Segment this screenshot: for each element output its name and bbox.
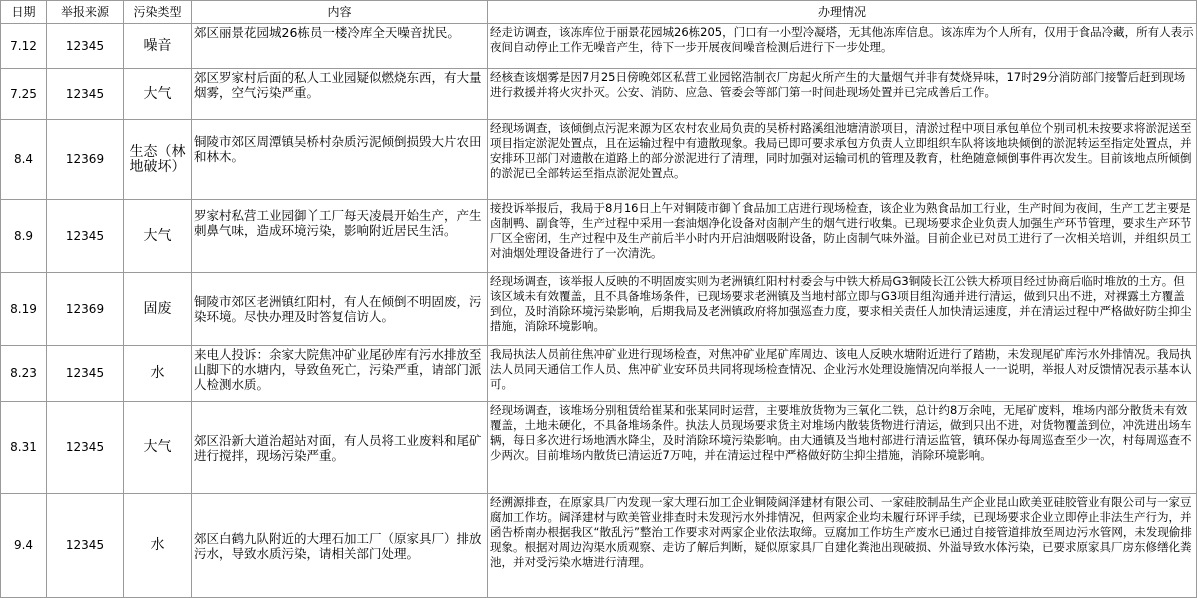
cell-type: 大气 bbox=[124, 402, 192, 494]
header-content: 内容 bbox=[192, 1, 488, 24]
table-row bbox=[1, 69, 1197, 120]
cell-type: 大气 bbox=[124, 200, 192, 273]
cell-content: 来电人投诉：余家大院焦冲矿业尾砂库有污水排放至山脚下的水塘内，导致鱼死亡，污染严重，请部门派人检测水质。 bbox=[192, 346, 488, 402]
cell-handling: 经溯源排查，在原家具厂内发现一家大理石加工企业铜陵阔泽建材有限公司、一家硅胶制品生产企业昆山欧美亚硅胶管业有限公司与一家豆腐加工作坊。阔泽建材与欧美管业排查时未发现污水外排情况，但两家企业均未履行环评手续，已现场要求企业立即停止非法生产行为，并函告桥南办根据我区“散乱污”整治工作要求对两家企业依法取缔。豆腐加工作坊生产废水已通过自接管道排放至周边污水管网，未发现偷排现象。根据对周边沟渠水质观察、走访了解后判断，疑似原家具厂自建化粪池出现破损、外溢导致水体污染，已要求原家具厂房东修缮化粪池，并对受污染水塘进行清理。 bbox=[488, 494, 1197, 598]
cell-source: 12345 bbox=[47, 346, 124, 402]
table-row bbox=[1, 494, 1197, 598]
cell-source: 12345 bbox=[47, 200, 124, 273]
cell-handling: 经现场调查，该举报人反映的不明固废实则为老洲镇红阳村村委会与中铁大桥局G3铜陵长江公铁大桥项目经过协商后临时堆放的土方。但该区域未有效覆盖，且不具备堆场条件，已现场要求老洲镇及当地村部立即与G3项目组沟通并进行清运，做到只出不进，对裸露土方覆盖到位，及时消除环境污染影响，后期我局及老洲镇政府将加强巡查力度，要求相关责任人加快清运速度，并在清运过程中严格做好防尘抑尘措施，消除环境影响。 bbox=[488, 273, 1197, 346]
table-row bbox=[1, 402, 1197, 494]
cell-handling: 我局执法人员前往焦冲矿业进行现场检查，对焦冲矿业尾矿库周边、该电人反映水塘附近进行了踏勘，未发现尾矿库污水外排情况。我局执法人员同天通信工作人员、焦冲矿业安环员共同将现场检查情况、企业污水处理设施情况向举报人一一说明，举报人对反馈情况表示基本认可。 bbox=[488, 346, 1197, 402]
cell-date: 8.4 bbox=[1, 120, 47, 200]
table-row bbox=[1, 200, 1197, 273]
header-type: 污染类型 bbox=[124, 1, 192, 24]
cell-source: 12345 bbox=[47, 494, 124, 598]
cell-handling: 经现场调查，该倾倒点污泥来源为区农村农业局负责的吴桥村路溪组池塘清淤项目，清淤过程中项目承包单位个别司机未按要求将淤泥送至项目指定淤泥处置点，且在运输过程中有遗散现象。我局已即可要求承包方负责人立即组织车队将该地块倾倒的淤泥转运至指定处置点，并安排环卫部门对遗散在道路上的部分淤泥进行了清理，同时加强对运输司机的管理及教育，杜绝随意倾倒事件再次发生。目前该地点所倾倒的淤泥已全部转运至指点淤泥处置点。 bbox=[488, 120, 1197, 200]
cell-date: 7.12 bbox=[1, 24, 47, 69]
table-row bbox=[1, 24, 1197, 69]
cell-handling: 经走访调查，该冻库位于丽景花园城26栋205，门口有一小型冷凝塔，无其他冻库信息。该冻库为个人所有，仅用于食品冷藏，所有人表示夜间自动停止工作无噪音产生，待下一步开展夜间噪音检测后进行下一步处理。 bbox=[488, 24, 1197, 69]
cell-content: 郊区沿新大道治超站对面，有人员将工业废料和尾矿进行搅拌，现场污染严重。 bbox=[192, 402, 488, 494]
cell-date: 8.23 bbox=[1, 346, 47, 402]
cell-source: 12345 bbox=[47, 69, 124, 120]
cell-date: 8.31 bbox=[1, 402, 47, 494]
cell-source: 12369 bbox=[47, 273, 124, 346]
header-handling: 办理情况 bbox=[488, 1, 1197, 24]
cell-handling: 经核查该烟雾是因7月25日傍晚郊区私营工业园铭浩制衣厂房起火所产生的大量烟气并非有焚烧异味，17时29分消防部门接警后赶到现场进行救援并将火灾扑灭。公安、消防、应急、管委会等部门第一时间赴现场处置并已完成善后工作。 bbox=[488, 69, 1197, 120]
cell-source: 12369 bbox=[47, 120, 124, 200]
header-row bbox=[1, 1, 1197, 24]
table-row bbox=[1, 120, 1197, 200]
cell-source: 12345 bbox=[47, 402, 124, 494]
cell-type: 生态（林地破坏） bbox=[124, 120, 192, 200]
cell-content: 郊区白鹤九队附近的大理石加工厂（原家具厂）排放污水，导致水质污染，请相关部门处理。 bbox=[192, 494, 488, 598]
cell-content: 铜陵市郊区周潭镇吴桥村杂质污泥倾倒损毁大片农田和林木。 bbox=[192, 120, 488, 200]
cell-handling: 接投诉举报后，我局于8月16日上午对铜陵市御丫食品加工店进行现场检查，该企业为熟食品加工行业，生产时间为夜间，生产工艺主要是卤制鸭、副食等，生产过程中采用一套油烟净化设备对卤制产生的烟气进行收集。已现场要求企业负责人加强生产环节管理，要求生产环节厂区全密闭，生产过程中及生产前后半小时内开启油烟吸附设备，防止卤制气味外溢。目前企业已对员工进行了一次相关培训，并组织员工对油烟处理设备进行了一次清洗。 bbox=[488, 200, 1197, 273]
cell-date: 7.25 bbox=[1, 69, 47, 120]
cell-type: 水 bbox=[124, 494, 192, 598]
cell-content: 郊区丽景花园城26栋员一楼冷库全天噪音扰民。 bbox=[192, 24, 488, 69]
cell-source: 12345 bbox=[47, 24, 124, 69]
cell-type: 水 bbox=[124, 346, 192, 402]
cell-type: 大气 bbox=[124, 69, 192, 120]
cell-type: 固废 bbox=[124, 273, 192, 346]
cell-date: 8.9 bbox=[1, 200, 47, 273]
cell-date: 8.19 bbox=[1, 273, 47, 346]
header-date: 日期 bbox=[1, 1, 47, 24]
cell-content: 郊区罗家村后面的私人工业园疑似燃烧东西，有大量烟雾，空气污染严重。 bbox=[192, 69, 488, 120]
cell-type: 噪音 bbox=[124, 24, 192, 69]
cell-content: 罗家村私营工业园御丫工厂每天凌晨开始生产，产生刺鼻气味，造成环境污染，影响附近居民生活。 bbox=[192, 200, 488, 273]
cell-date: 9.4 bbox=[1, 494, 47, 598]
table-row bbox=[1, 273, 1197, 346]
cell-handling: 经现场调查，该堆场分别租赁给崔某和张某同时运营，主要堆放货物为三氧化二铁，总计约8万余吨，无尾矿废料，堆场内部分散货未有效覆盖，土地未硬化，不具备堆场条件。执法人员现场要求货主对堆场内散装货物进行清运，做到只出不进，对货物覆盖到位，冲洗进出场车辆，每日多次进行场地洒水降尘，及时消除环境污染影响。由大通镇及当地村部进行清运监管，镇环保办每周巡查至少一次，村每周巡查不少两次。目前堆场内散货已清运近7万吨，并在清运过程中严格做好防尘抑尘措施，消除环境影响。 bbox=[488, 402, 1197, 494]
header-source: 举报来源 bbox=[47, 1, 124, 24]
cell-content: 铜陵市郊区老洲镇红阳村，有人在倾倒不明固废，污染环境。尽快办理及时答复信访人。 bbox=[192, 273, 488, 346]
table-row bbox=[1, 346, 1197, 402]
